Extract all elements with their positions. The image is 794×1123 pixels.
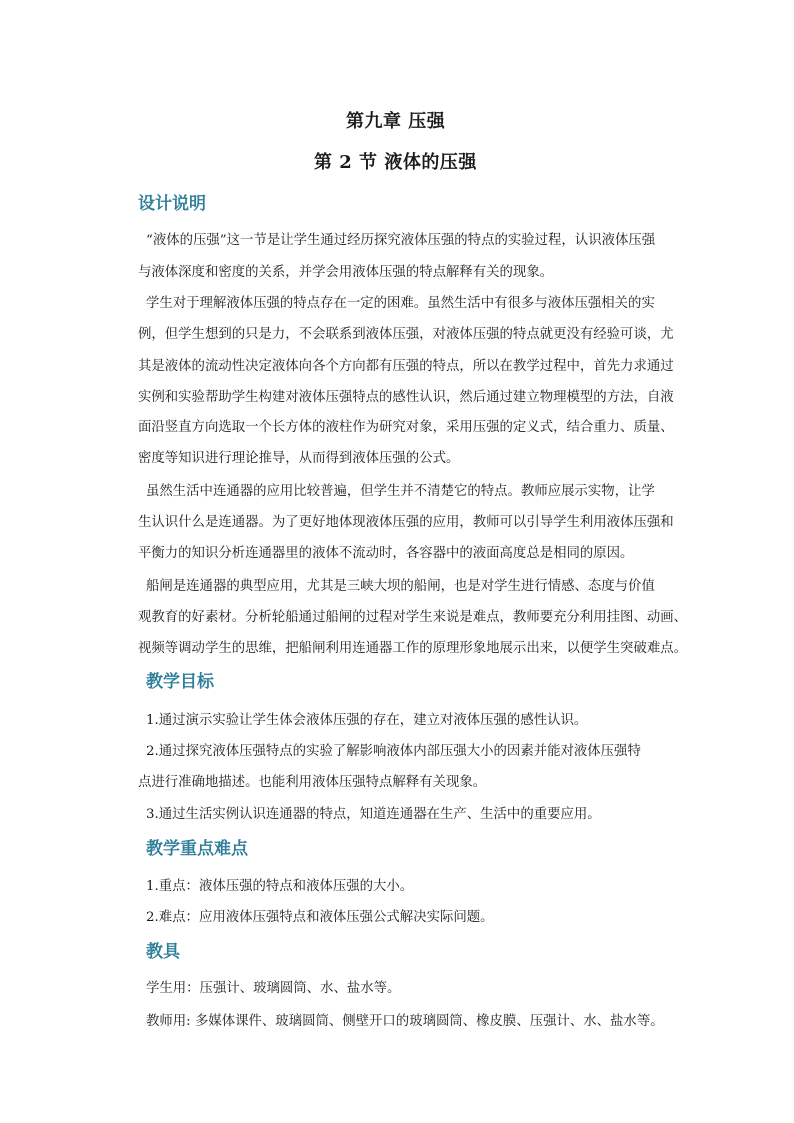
goal-line: 点进行准确地描述。也能利用液体压强特点解释有关现象。 [138, 775, 487, 790]
paragraph-line: 面沿竖直方向选取一个长方体的液柱作为研究对象，采用压强的定义式，结合重力、质量、 [138, 420, 674, 435]
tools-line: 学生用：压强计、玻璃圆筒、水、盐水等。 [146, 981, 401, 996]
paragraph-line: 与液体深度和密度的关系，并学会用液体压强的特点解释有关的现象。 [138, 265, 554, 280]
tools-line: 教师用: 多媒体课件、玻璃圆筒、侧壁开口的玻璃圆筒、橡皮膜、压强计、水、盐水等。 [146, 1014, 664, 1029]
section-title: 第 2 节 液体的压强 [314, 152, 477, 173]
paragraph-line: 其是液体的流动性决定液体向各个方向都有压强的特点，所以在教学过程中，首先力求通过 [138, 359, 674, 374]
keypoint-line: 1.重点：液体压强的特点和液体压强的大小。 [146, 879, 414, 894]
paragraph-line: 视频等调动学生的思维，把船闸利用连通器工作的原理形象地展示出来，以便学生突破难点。 [138, 641, 688, 656]
goal-line: 3.通过生活实例认识连通器的特点，知道连通器在生产、生活中的重要应用。 [146, 807, 601, 822]
paragraph-line: 虽然生活中连通器的应用比较普遍，但学生并不清楚它的特点。教师应展示实物，让学 [146, 484, 655, 499]
chapter-title: 第九章 压强 [346, 111, 446, 132]
paragraph-line: “液体的压强”这一节是让学生通过经历探究液体压强的特点的实验过程，认识液体压强 [146, 233, 656, 248]
paragraph-line: 观教育的好素材。分析轮船通过船闸的过程对学生来说是难点，教师要充分利用挂图、动画、 [138, 610, 688, 625]
keypoints-heading: 教学重点难点 [146, 839, 248, 859]
paragraph-line: 船闸是连通器的典型应用，尤其是三峡大坝的船闸，也是对学生进行情感、态度与价值 [146, 579, 655, 594]
paragraph-line: 实例和实验帮助学生构建对液体压强特点的感性认识，然后通过建立物理模型的方法，自液 [138, 390, 674, 405]
goal-line: 2.通过探究液体压强特点的实验了解影响液体内部压强大小的因素并能对液体压强特 [146, 744, 641, 759]
keypoint-line: 2.难点：应用液体压强特点和液体压强公式解决实际问题。 [146, 910, 494, 925]
paragraph-line: 生认识什么是连通器。为了更好地体现液体压强的应用，教师可以引导学生利用液体压强和 [138, 515, 674, 530]
goals-heading: 教学目标 [146, 672, 214, 692]
design-heading: 设计说明 [138, 194, 206, 214]
paragraph-line: 密度等知识进行理论推导，从而得到液体压强的公式。 [138, 451, 460, 466]
tools-heading: 教具 [146, 942, 180, 962]
goal-line: 1.通过演示实验让学生体会液体压强的存在，建立对液体压强的感性认识。 [146, 713, 588, 728]
paragraph-line: 学生对于理解液体压强的特点存在一定的困难。虽然生活中有很多与液体压强相关的实 [146, 296, 655, 311]
paragraph-line: 平衡力的知识分析连通器里的液体不流动时，各容器中的液面高度总是相同的原因。 [138, 546, 634, 561]
paragraph-line: 例，但学生想到的只是力，不会联系到液体压强，对液体压强的特点就更没有经验可谈，尤 [138, 327, 674, 342]
